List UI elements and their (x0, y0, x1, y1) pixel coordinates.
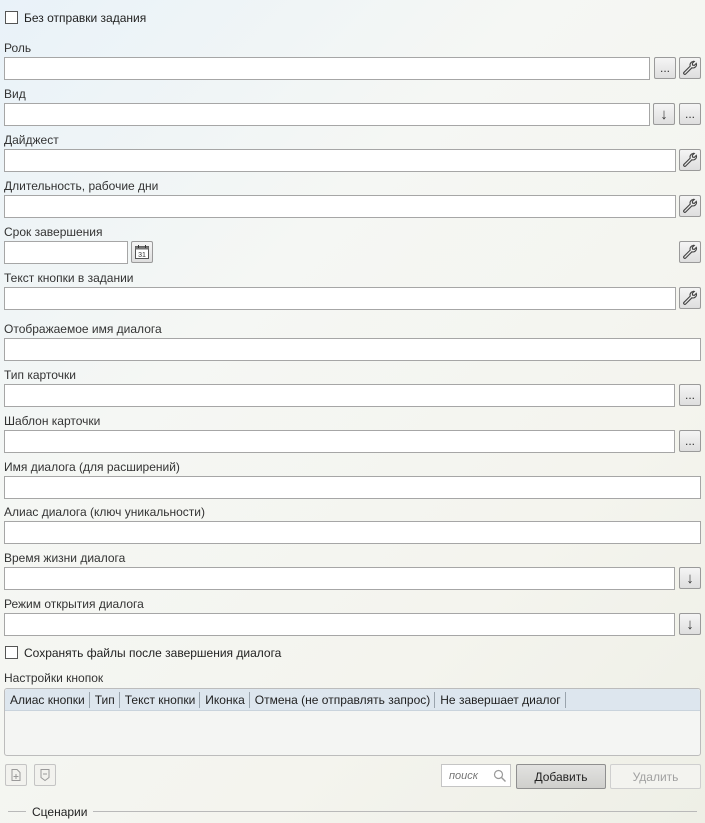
dialog-lifetime-input[interactable] (4, 567, 675, 590)
card-type-ellipsis-button[interactable] (679, 384, 701, 406)
button-text-input[interactable] (4, 287, 676, 310)
card-type-label: Тип карточки (4, 368, 76, 382)
role-label: Роль (4, 41, 32, 55)
column-header-icon[interactable]: Иконка (200, 692, 250, 708)
role-ellipsis-button[interactable] (654, 57, 676, 79)
keep-files-checkbox[interactable] (5, 646, 18, 659)
role-input[interactable] (4, 57, 650, 80)
duration-input[interactable] (4, 195, 676, 218)
down-arrow-icon: ↓ (686, 569, 694, 587)
no-send-task-label: Без отправки задания (24, 11, 147, 25)
role-settings-button[interactable] (679, 57, 701, 79)
deadline-date-input[interactable] (4, 241, 128, 264)
digest-label: Дайджест (4, 133, 59, 147)
button-text-settings-button[interactable] (679, 287, 701, 309)
wrench-icon (682, 244, 698, 260)
column-header-not-finish[interactable]: Не завершает диалог (435, 692, 565, 708)
column-header-cancel[interactable]: Отмена (не отправлять запрос) (250, 692, 435, 708)
ellipsis-icon: ... (684, 434, 695, 448)
card-template-input[interactable] (4, 430, 675, 453)
search-input[interactable] (442, 770, 492, 782)
column-header-button-alias[interactable]: Алиас кнопки (5, 692, 90, 708)
digest-settings-button[interactable] (679, 149, 701, 171)
column-header-button-text[interactable]: Текст кнопки (120, 692, 201, 708)
scenarios-separator-right (93, 811, 697, 812)
add-row-icon (9, 767, 23, 783)
dialog-open-mode-label: Режим открытия диалога (4, 597, 144, 611)
deadline-settings-button[interactable] (679, 241, 701, 263)
ellipsis-icon: ... (659, 61, 670, 75)
add-button[interactable]: Добавить (516, 764, 606, 789)
wrench-icon (682, 152, 698, 168)
deadline-calendar-button[interactable] (131, 241, 153, 263)
remove-row-button[interactable] (34, 764, 56, 786)
dialog-alias-label: Алиас диалога (ключ уникальности) (4, 505, 205, 519)
deadline-label: Срок завершения (4, 225, 103, 239)
duration-label: Длительность, рабочие дни (4, 179, 159, 193)
buttons-settings-label: Настройки кнопок (4, 671, 104, 685)
wrench-icon (682, 60, 698, 76)
search-box (441, 764, 511, 787)
dialog-open-mode-input[interactable] (4, 613, 675, 636)
scenarios-separator-left (8, 811, 26, 812)
card-template-label: Шаблон карточки (4, 414, 101, 428)
calendar-icon (134, 244, 150, 260)
add-row-button[interactable] (5, 764, 27, 786)
dialog-display-name-input[interactable] (4, 338, 701, 361)
kind-ellipsis-button[interactable] (679, 103, 701, 125)
dialog-display-name-label: Отображаемое имя диалога (4, 322, 162, 336)
kind-label: Вид (4, 87, 26, 101)
buttons-settings-table[interactable] (4, 688, 701, 756)
digest-input[interactable] (4, 149, 676, 172)
ellipsis-icon: ... (684, 107, 695, 121)
ellipsis-icon: ... (684, 388, 695, 402)
duration-settings-button[interactable] (679, 195, 701, 217)
search-icon[interactable] (493, 769, 507, 783)
table-header (5, 689, 700, 711)
down-arrow-icon: ↓ (686, 615, 694, 633)
button-text-label: Текст кнопки в задании (4, 271, 134, 285)
remove-row-icon (38, 767, 52, 783)
column-header-type[interactable]: Тип (90, 692, 120, 708)
dialog-lifetime-label: Время жизни диалога (4, 551, 126, 565)
kind-dropdown-button[interactable] (653, 103, 675, 125)
card-type-input[interactable] (4, 384, 675, 407)
keep-files-label: Сохранять файлы после завершения диалога (24, 646, 282, 660)
down-arrow-icon: ↓ (660, 105, 668, 123)
kind-input[interactable] (4, 103, 650, 126)
dialog-name-input[interactable] (4, 476, 701, 499)
svg-text:31: 31 (138, 252, 146, 259)
remove-button[interactable]: Удалить (610, 764, 701, 789)
wrench-icon (682, 290, 698, 306)
dialog-lifetime-dropdown-button[interactable] (679, 567, 701, 589)
dialog-name-label: Имя диалога (для расширений) (4, 460, 180, 474)
dialog-alias-input[interactable] (4, 521, 701, 544)
dialog-open-mode-dropdown-button[interactable] (679, 613, 701, 635)
card-template-ellipsis-button[interactable] (679, 430, 701, 452)
wrench-icon (682, 198, 698, 214)
scenarios-label[interactable]: Сценарии (32, 805, 88, 819)
no-send-task-checkbox[interactable] (5, 11, 18, 24)
